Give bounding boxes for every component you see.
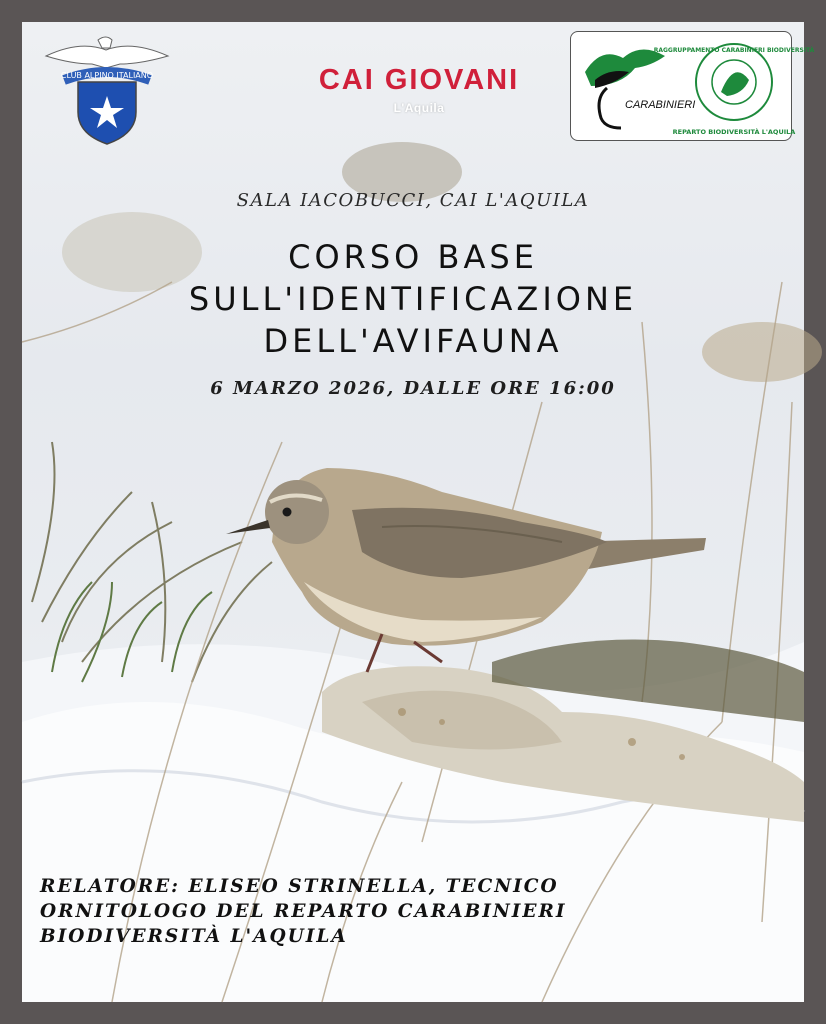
speaker-line: ORNITOLOGO DEL REPARTO CARABINIERI (40, 901, 567, 922)
carabinieri-department: REPARTO BIODIVERSITÀ L'AQUILA (672, 128, 796, 136)
event-poster (22, 22, 815, 1002)
speaker-line: RELATORE: ELISEO STRINELLA, TECNICO (40, 876, 559, 897)
speaker-line: BIODIVERSITÀ L'AQUILA (40, 926, 348, 947)
speaker-info (40, 874, 740, 949)
cai-giovani-brand: CAI GIOVANI (318, 64, 520, 96)
venue: SALA IACOBUCCI, CAI L'AQUILA (236, 190, 590, 211)
event-date: 6 MARZO 2026, DALLE ORE 16:00 (210, 378, 616, 399)
event-title (22, 236, 804, 362)
logo-bar (22, 22, 815, 152)
cai-emblem-logo (40, 34, 174, 150)
carabinieri-name: CARABINIERI (625, 99, 696, 111)
carabinieri-logo (570, 31, 815, 141)
cai-giovani-logo (288, 64, 550, 115)
title-line: SULL'IDENTIFICAZIONE (188, 280, 638, 318)
cai-emblem-text: CLUB ALPINO ITALIANO (60, 71, 154, 80)
carabinieri-seal-text: RAGGRUPPAMENTO CARABINIERI BIODIVERSITÀ (653, 47, 815, 54)
bird-photo (22, 22, 804, 1002)
title-line: DELL'AVIFAUNA (263, 322, 563, 360)
title-line: CORSO BASE (288, 238, 538, 276)
cai-giovani-subtitle: L'Aquila (393, 101, 445, 115)
